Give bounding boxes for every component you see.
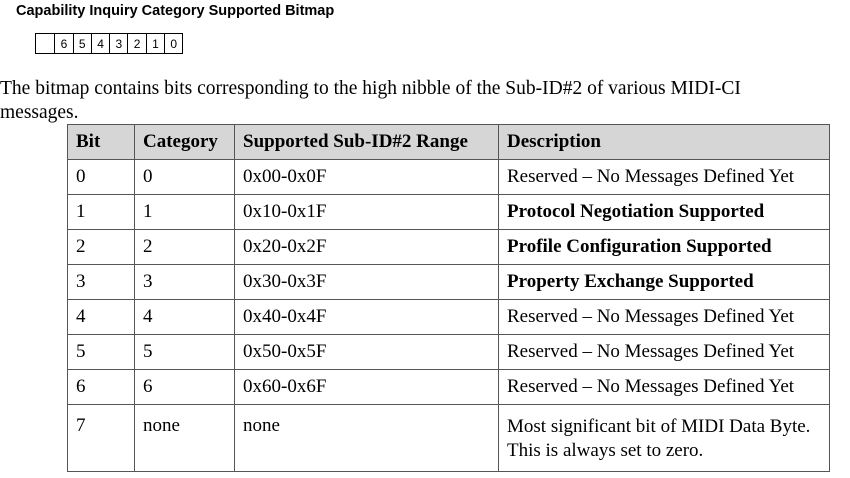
cell-category: 0 xyxy=(135,160,235,195)
bitmap-cell: 4 xyxy=(91,34,109,53)
table-row xyxy=(68,335,830,370)
cell-range: 0x30-0x3F xyxy=(235,265,499,300)
bitmap-cell: 2 xyxy=(127,34,145,53)
cell-description: Reserved – No Messages Defined Yet xyxy=(499,300,830,335)
header-range: Supported Sub-ID#2 Range xyxy=(235,125,499,160)
cell-bit: 6 xyxy=(68,370,135,405)
description-paragraph: The bitmap contains bits corresponding to the high nibble of the Sub-ID#2 of various MIDI-CI messages. xyxy=(0,78,741,123)
cell-description: Protocol Negotiation Supported xyxy=(499,195,830,230)
header-description: Description xyxy=(499,125,830,160)
cell-description: Most significant bit of MIDI Data Byte. This is always set to zero. xyxy=(499,405,830,472)
cell-description: Profile Configuration Supported xyxy=(499,230,830,265)
table-row xyxy=(68,300,830,335)
cell-bit: 2 xyxy=(68,230,135,265)
table-header-row xyxy=(68,125,830,160)
cell-range: 0x20-0x2F xyxy=(235,230,499,265)
bitmap-cell xyxy=(36,34,54,53)
table-row xyxy=(68,405,830,472)
cell-description: Reserved – No Messages Defined Yet xyxy=(499,160,830,195)
cell-range: 0x60-0x6F xyxy=(235,370,499,405)
cell-range: 0x40-0x4F xyxy=(235,300,499,335)
bitmap-cell: 1 xyxy=(146,34,164,53)
cell-range: none xyxy=(235,405,499,472)
cell-bit: 0 xyxy=(68,160,135,195)
cell-description: Property Exchange Supported xyxy=(499,265,830,300)
bitmap-cell: 0 xyxy=(164,34,182,53)
cell-bit: 7 xyxy=(68,405,135,472)
cell-description: Reserved – No Messages Defined Yet xyxy=(499,335,830,370)
bitmap-diagram xyxy=(35,33,183,54)
cell-range: 0x00-0x0F xyxy=(235,160,499,195)
cell-category: 3 xyxy=(135,265,235,300)
table-row xyxy=(68,160,830,195)
table-row xyxy=(68,265,830,300)
cell-bit: 3 xyxy=(68,265,135,300)
header-category: Category xyxy=(135,125,235,160)
table-row xyxy=(68,195,830,230)
header-bit: Bit xyxy=(68,125,135,160)
cell-category: 4 xyxy=(135,300,235,335)
bitmap-cell: 5 xyxy=(73,34,91,53)
bitmap-cell: 6 xyxy=(54,34,72,53)
cell-description: Reserved – No Messages Defined Yet xyxy=(499,370,830,405)
cell-range: 0x10-0x1F xyxy=(235,195,499,230)
table-row xyxy=(68,370,830,405)
cell-category: 2 xyxy=(135,230,235,265)
cell-bit: 1 xyxy=(68,195,135,230)
table-row xyxy=(68,230,830,265)
cell-bit: 4 xyxy=(68,300,135,335)
bitmap-cell: 3 xyxy=(109,34,127,53)
cell-category: 5 xyxy=(135,335,235,370)
category-table xyxy=(67,124,830,472)
bitmap-heading: Capability Inquiry Category Supported Bitmap xyxy=(16,3,335,19)
cell-category: 6 xyxy=(135,370,235,405)
cell-range: 0x50-0x5F xyxy=(235,335,499,370)
cell-category: 1 xyxy=(135,195,235,230)
cell-bit: 5 xyxy=(68,335,135,370)
cell-category: none xyxy=(135,405,235,472)
